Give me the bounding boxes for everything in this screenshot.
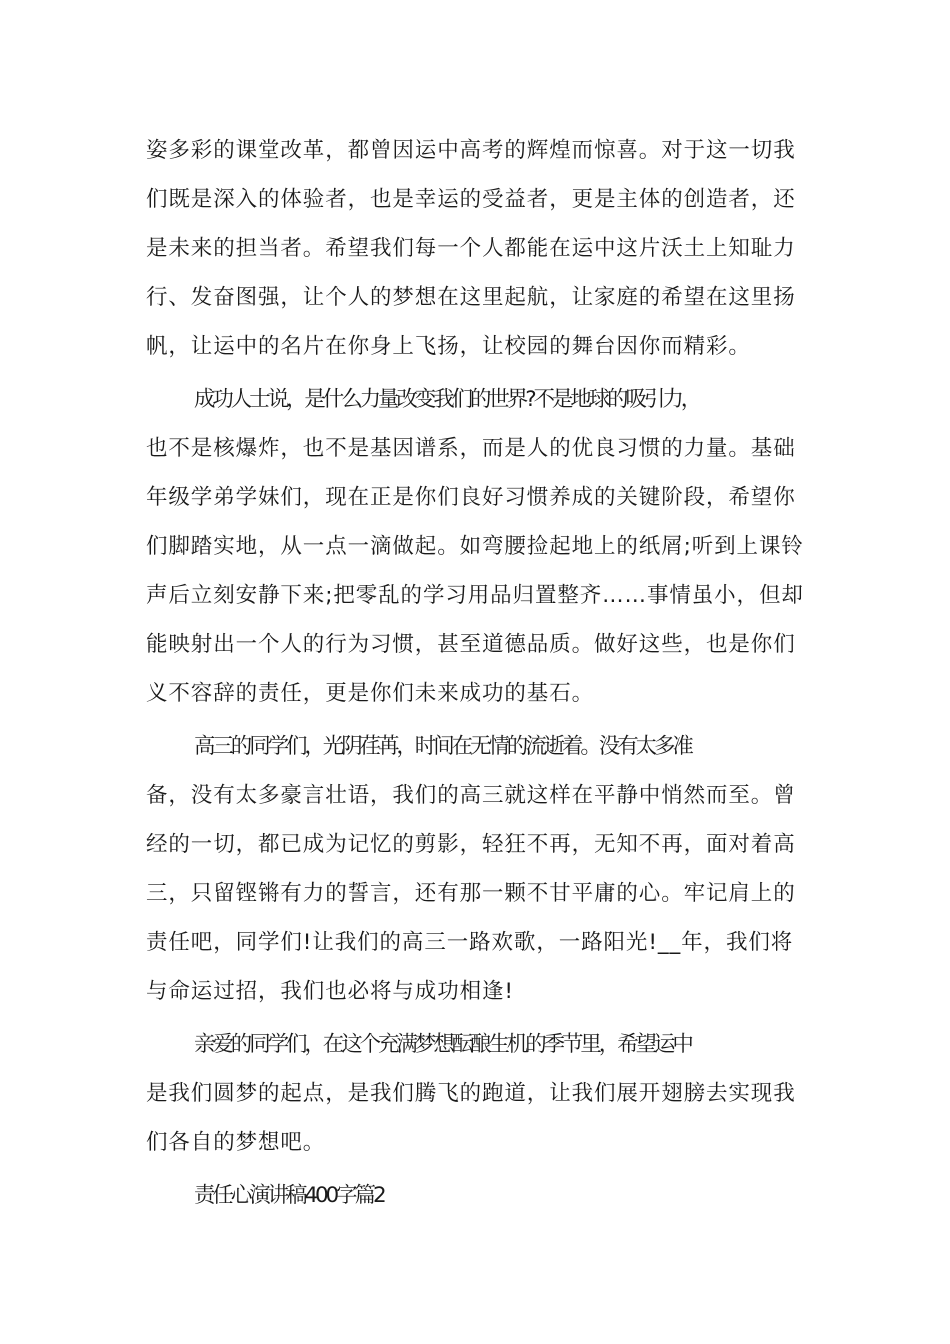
paragraph-2-line-4: 们脚踏实地，从一点一滴做起。如弯腰捡起地上的纸屑;听到上课铃 — [146, 534, 804, 559]
paragraph-2-line-6: 能映射出一个人的行为习惯，甚至道德品质。做好这些，也是你们 — [146, 632, 796, 657]
paragraph-1-line-4: 行、发奋图强，让个人的梦想在这里起航，让家庭的希望在这里扬 — [146, 285, 796, 310]
paragraph-2-line-5: 声后立刻安静下来;把零乱的学习用品归置整齐……事情虽小，但却 — [146, 583, 804, 608]
paragraph-2-line-1: 成功人士说，是什么力量改变我们的世界?不是地球的吸引力， — [194, 387, 700, 412]
paragraph-2-line-3: 年级学弟学妹们，现在正是你们良好习惯养成的关键阶段，希望你 — [146, 485, 796, 510]
paragraph-3-line-4: 三，只留铿锵有力的誓言，还有那一颗不甘平庸的心。牢记肩上的 — [146, 881, 796, 906]
paragraph-3-line-5: 责任吧，同学们!让我们的高三一路欢歌，一路阳光!__年，我们将 — [146, 930, 794, 955]
paragraph-3-line-3: 经的一切，都已成为记忆的剪影，轻狂不再，无知不再，面对着高 — [146, 832, 796, 857]
paragraph-4-line-1: 亲爱的同学们，在这个充满梦想酝酿生机的季节里，希望运中 — [194, 1032, 691, 1057]
paragraph-3-line-6: 与命运过招，我们也必将与成功相逢! — [146, 979, 514, 1004]
paragraph-3-line-1: 高三的同学们，光阴荏苒，时间在无情的流逝着。没有太多准 — [194, 734, 691, 759]
paragraph-4-line-2: 是我们圆梦的起点，是我们腾飞的跑道，让我们展开翅膀去实现我 — [146, 1081, 796, 1106]
paragraph-1-line-1: 姿多彩的课堂改革，都曾因运中高考的辉煌而惊喜。对于这一切我 — [146, 138, 796, 163]
paragraph-4-line-3: 们各自的梦想吧。 — [146, 1130, 326, 1155]
paragraph-1-line-5: 帆，让运中的名片在你身上飞扬，让校园的舞台因你而精彩。 — [146, 334, 751, 359]
section-heading: 责任心演讲稿400字篇2 — [194, 1183, 384, 1208]
paragraph-2-line-7: 义不容辞的责任，更是你们未来成功的基石。 — [146, 681, 595, 706]
paragraph-2-line-2: 也不是核爆炸，也不是基因谱系，而是人的优良习惯的力量。基础 — [146, 436, 796, 461]
paragraph-3-line-2: 备，没有太多豪言壮语，我们的高三就这样在平静中悄然而至。曾 — [146, 783, 796, 808]
paragraph-1-line-2: 们既是深入的体验者，也是幸运的受益者，更是主体的创造者，还 — [146, 187, 796, 212]
paragraph-1-line-3: 是未来的担当者。希望我们每一个人都能在运中这片沃土上知耻力 — [146, 236, 796, 261]
